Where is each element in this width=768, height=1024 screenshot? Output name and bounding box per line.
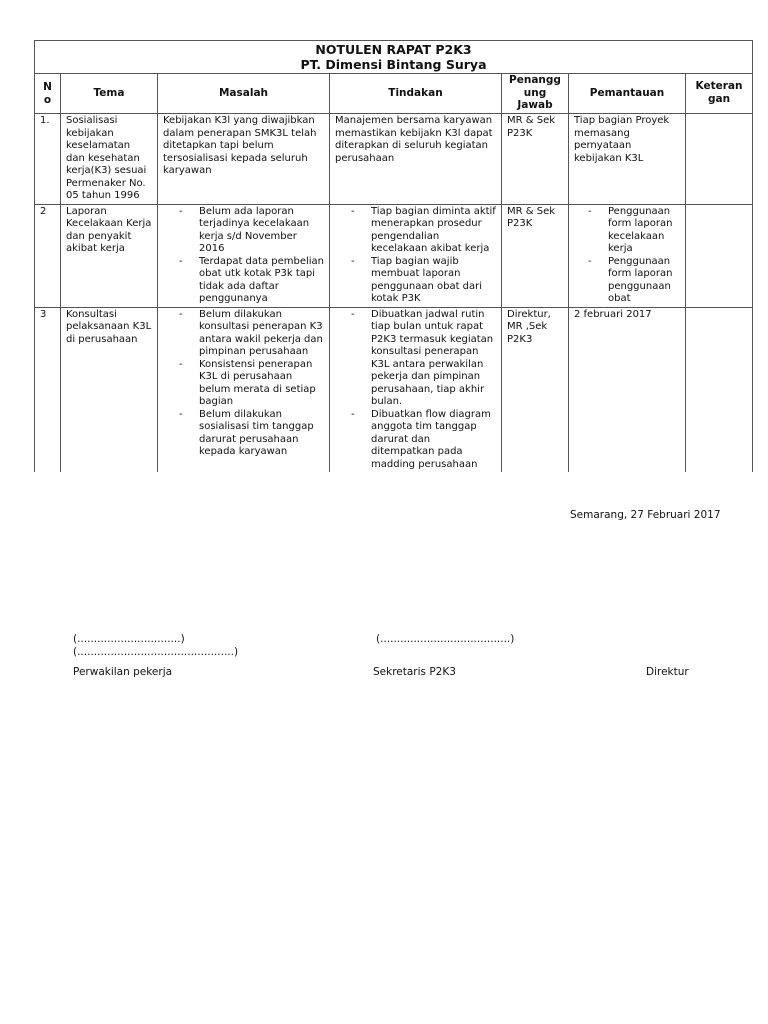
cell-penanggung-jawab: MR & Sek P23K bbox=[502, 204, 569, 307]
cell-pemantauan: Tiap bagian Proyek memasang pernyataan kebijakan K3L bbox=[569, 114, 686, 205]
place-date: Semarang, 27 Februari 2017 bbox=[570, 509, 721, 521]
list-item: - Belum ada laporan terjadinya kecelakaan kerja s/d November 2016 bbox=[199, 206, 324, 256]
table-row bbox=[35, 307, 753, 472]
list-item: - Dibuatkan jadwal rutin tiap bulan untuk rapat P2K3 termasuk kegiatan konsultasi penerapan K3L antara perwakilan pekerja dan pimpinan perusahaan, tiap akhir bulan. bbox=[371, 309, 496, 409]
cell-tindakan bbox=[330, 307, 502, 472]
tindakan-list bbox=[335, 309, 496, 472]
document-header bbox=[35, 41, 753, 74]
cell-keterangan bbox=[686, 204, 753, 307]
table-header-row bbox=[35, 74, 753, 114]
signature-blank-3: (...............................................) bbox=[73, 646, 239, 658]
masalah-list bbox=[163, 309, 324, 459]
tindakan-list bbox=[335, 206, 496, 306]
list-item: - Penggunaan form laporan kecelakaan kerja bbox=[608, 206, 680, 256]
signature-blank-1: (...............................) bbox=[73, 633, 185, 645]
list-item: - Tiap bagian diminta aktif menerapkan prosedur pengendalian kecelakaan akibat kerja bbox=[371, 206, 496, 256]
cell-tindakan: Manajemen bersama karyawan memastikan kebijakn K3l dapat diterapkan di seluruh kegiatan perusahaan bbox=[330, 114, 502, 205]
cell-masalah bbox=[158, 204, 330, 307]
cell-tema: Laporan Kecelakaan Kerja dan penyakit akibat kerja bbox=[61, 204, 158, 307]
list-item: - Dibuatkan flow diagram anggota tim tanggap darurat dan ditempatkan pada madding perusahaan bbox=[371, 409, 496, 472]
header-tindakan: Tindakan bbox=[330, 74, 502, 114]
cell-pemantauan: 2 februari 2017 bbox=[569, 307, 686, 472]
list-item: - Penggunaan form laporan penggunaan obat bbox=[608, 256, 680, 306]
cell-no: 1. bbox=[35, 114, 61, 205]
document-subtitle: PT. Dimensi Bintang Surya bbox=[300, 57, 487, 72]
cell-tema: Sosialisasi kebijakan keselamatan dan kesehatan kerja(K3) sesuai Permenaker No. 05 tahun 1996 bbox=[61, 114, 158, 205]
header-no: N o bbox=[35, 74, 61, 114]
cell-pemantauan bbox=[569, 204, 686, 307]
list-item: - Tiap bagian wajib membuat laporan penggunaan obat dari kotak P3K bbox=[371, 256, 496, 306]
pemantauan-list bbox=[574, 206, 680, 306]
list-item: - Konsistensi penerapan K3L di perusahaan belum merata di setiap bagian bbox=[199, 359, 324, 409]
masalah-list bbox=[163, 206, 324, 306]
list-item: - Belum dilakukan sosialisasi tim tanggap darurat perusahaan kepada karyawan bbox=[199, 409, 324, 459]
cell-tema: Konsultasi pelaksanaan K3L di perusahaan bbox=[61, 307, 158, 472]
header-keterangan: Keteran gan bbox=[686, 74, 753, 114]
header-masalah: Masalah bbox=[158, 74, 330, 114]
header-pemantauan: Pemantauan bbox=[569, 74, 686, 114]
cell-tindakan bbox=[330, 204, 502, 307]
cell-masalah: Kebijakan K3l yang diwajibkan dalam penerapan SMK3L telah ditetapkan tapi belum tersosialisasi kepada seluruh karyawan bbox=[158, 114, 330, 205]
cell-no: 2 bbox=[35, 204, 61, 307]
minutes-table bbox=[34, 40, 753, 472]
table-row bbox=[35, 114, 753, 205]
cell-penanggung-jawab: Direktur, MR ,Sek P2K3 bbox=[502, 307, 569, 472]
list-item: - Belum dilakukan konsultasi penerapan K3 antara wakil pekerja dan pimpinan perusahaan bbox=[199, 309, 324, 359]
signature-blank-2: (.......................................) bbox=[376, 633, 515, 645]
cell-masalah bbox=[158, 307, 330, 472]
cell-keterangan bbox=[686, 114, 753, 205]
document-title: NOTULEN RAPAT P2K3 bbox=[315, 42, 472, 57]
cell-no: 3 bbox=[35, 307, 61, 472]
signature-role-direktur: Direktur bbox=[646, 666, 689, 678]
signature-role-pekerja: Perwakilan pekerja bbox=[73, 666, 173, 678]
cell-penanggung-jawab: MR & Sek P23K bbox=[502, 114, 569, 205]
cell-keterangan bbox=[686, 307, 753, 472]
list-item: - Terdapat data pembelian obat utk kotak P3k tapi tidak ada daftar penggunanya bbox=[199, 256, 324, 306]
table-row bbox=[35, 204, 753, 307]
signature-role-sekretaris: Sekretaris P2K3 bbox=[373, 666, 456, 678]
header-penanggung-jawab: Penangg ung Jawab bbox=[502, 74, 569, 114]
header-tema: Tema bbox=[61, 74, 158, 114]
